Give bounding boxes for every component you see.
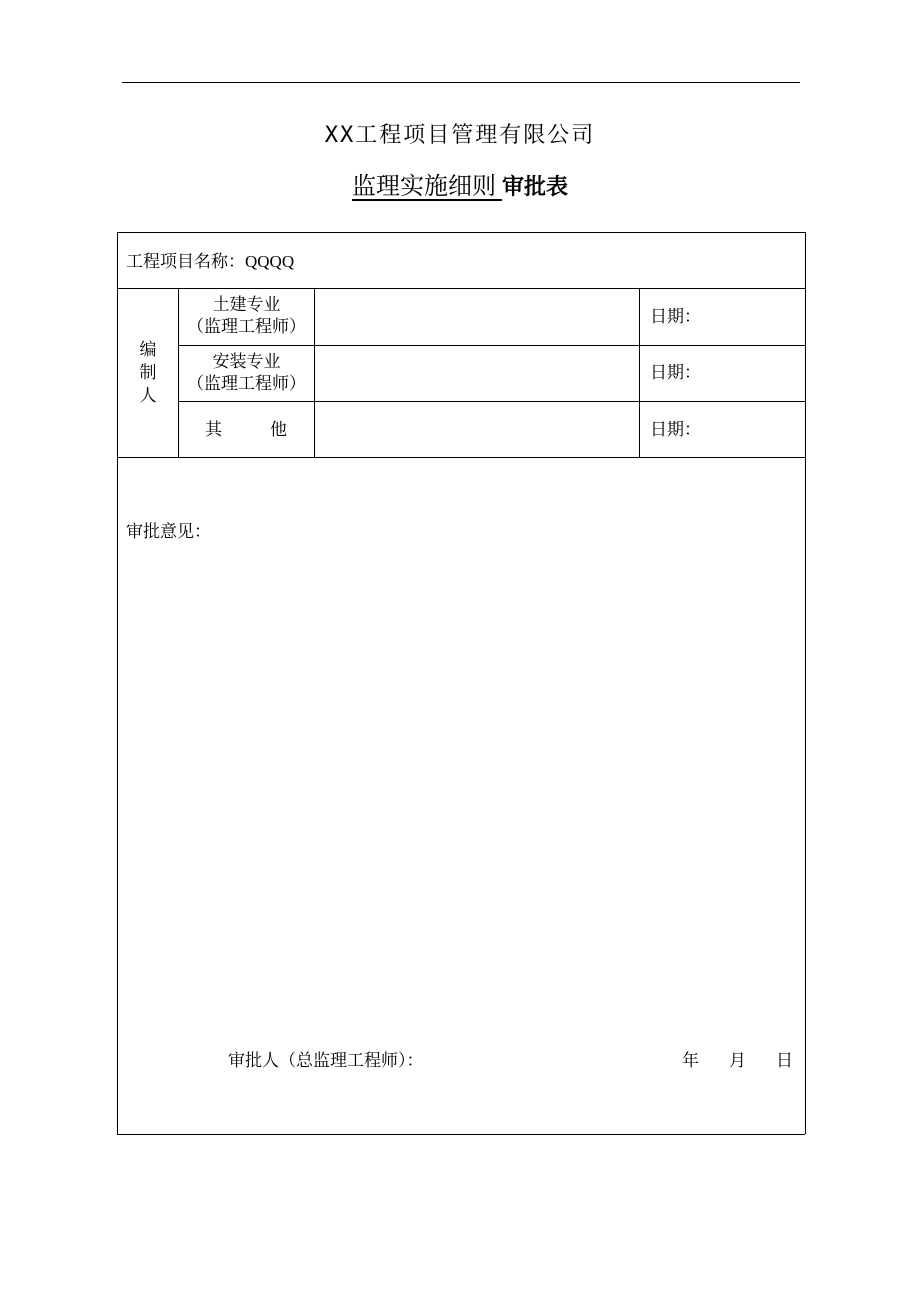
row-divider-1 bbox=[178, 345, 805, 346]
table-border-right bbox=[805, 232, 806, 1134]
col-divider-specialty bbox=[314, 288, 315, 457]
row-3-specialty-left: 其 bbox=[205, 420, 222, 439]
document-title-underlined: 监理实施细则 bbox=[351, 174, 496, 200]
editor-label-char: 制 bbox=[139, 363, 157, 382]
row-1-date-label: 日期： bbox=[650, 307, 701, 326]
project-name-label: 工程项目名称： bbox=[126, 252, 245, 271]
document-title bbox=[0, 166, 920, 201]
row-1-specialty-name: 土建专业 bbox=[212, 295, 281, 314]
row-3-date-label: 日期： bbox=[650, 420, 701, 439]
row-3-specialty-right: 他 bbox=[270, 420, 287, 439]
editor-label bbox=[118, 338, 178, 407]
approval-opinion-label: 审批意见： bbox=[126, 522, 211, 541]
col-divider-date bbox=[639, 288, 640, 457]
row-1-specialty bbox=[179, 294, 314, 338]
table-border-top bbox=[117, 232, 805, 233]
project-name-row bbox=[126, 251, 294, 273]
row-1-specialty-role: （监理工程师） bbox=[187, 317, 306, 336]
row-2-specialty-name: 安装专业 bbox=[212, 352, 281, 371]
row-divider-project bbox=[117, 288, 805, 289]
document-title-bold: 审批表 bbox=[501, 175, 568, 200]
editor-label-char: 人 bbox=[139, 386, 157, 405]
row-divider-2 bbox=[178, 401, 805, 402]
row-2-date-label: 日期： bbox=[650, 363, 701, 382]
table-border-bottom bbox=[117, 1134, 805, 1135]
editor-label-char: 编 bbox=[139, 340, 157, 359]
row-2-specialty bbox=[179, 351, 314, 395]
approval-date-year: 年 bbox=[682, 1051, 699, 1070]
row-divider-editors bbox=[117, 457, 805, 458]
approval-date-month: 月 bbox=[729, 1051, 746, 1070]
approver-label: 审批人（总监理工程师）： bbox=[228, 1051, 424, 1070]
header-rule bbox=[122, 82, 800, 83]
project-name-value: QQQQ bbox=[245, 252, 295, 271]
row-2-specialty-role: （监理工程师） bbox=[187, 374, 306, 393]
approval-date-day: 日 bbox=[776, 1051, 793, 1070]
company-title: XX工程项目管理有限公司 bbox=[324, 123, 596, 148]
